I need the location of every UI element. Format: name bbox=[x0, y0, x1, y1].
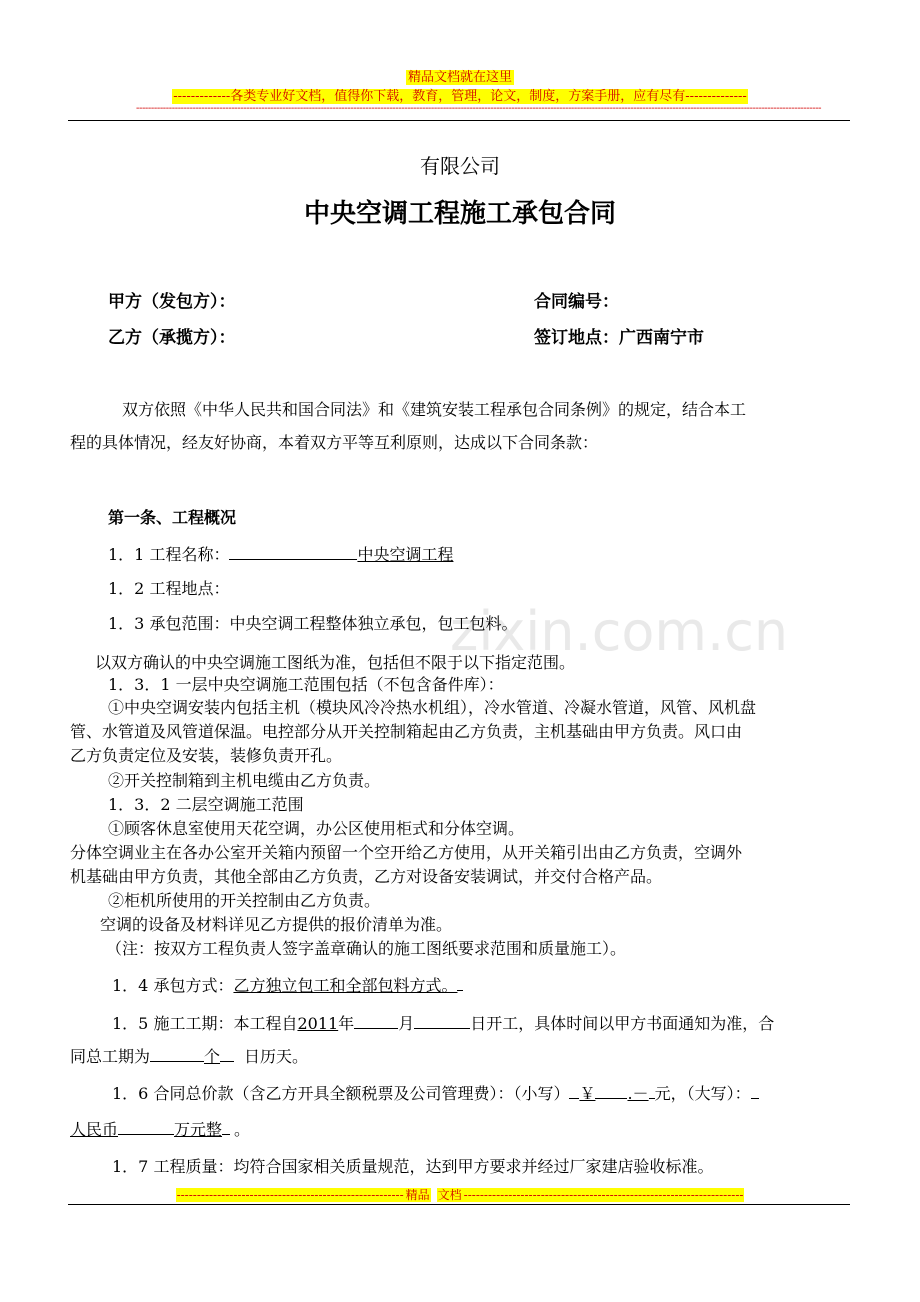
blank bbox=[150, 1043, 204, 1062]
month-blank bbox=[354, 1010, 398, 1029]
duration-unit: 个 bbox=[204, 1047, 221, 1066]
item-1-1: 1．1 工程名称： 中央空调工程 bbox=[108, 541, 453, 565]
header-rule bbox=[68, 120, 850, 121]
watermark: zixin.com.cn bbox=[450, 600, 789, 663]
item-1-3-1: 1．3．1 一层中央空调施工范围包括（不包含备件库）： bbox=[108, 675, 504, 694]
para-1-c: 乙方负责定位及安装，装修负责开孔。 bbox=[70, 746, 343, 765]
contract-mode-value: 乙方独立包工和全部包料方式。 bbox=[233, 976, 458, 995]
contract-number-label: 合同编号： bbox=[534, 292, 619, 312]
para-1-a: ①中央空调安装内包括主机（模块风冷冷热水机组），冷水管道、冷凝水管道，风管、风机盘 bbox=[108, 698, 757, 717]
scope-line: 以双方确认的中央空调施工图纸为准，包括但不限于以下指定范围。 bbox=[95, 653, 576, 672]
day-blank bbox=[414, 1010, 470, 1029]
intro-line-1: 双方依照《中华人民共和国合同法》和《建筑安装工程承包合同条例》的规定，结合本工 bbox=[122, 400, 747, 419]
para-3: ①顾客休息室使用天花空调，办公区使用柜式和分体空调。 bbox=[108, 819, 525, 838]
para-4-b: 机基础由甲方负责，其他全部由乙方负责，乙方对设备安装调试，并交付合格产品。 bbox=[70, 867, 663, 886]
blank bbox=[118, 1116, 174, 1135]
item-1-6-line-1: 1．6 合同总价款（含乙方开具全额税票及公司管理费）：（小写） ￥ .－ 元，（大写）： bbox=[112, 1080, 759, 1104]
price-currency: 人民币 bbox=[70, 1120, 119, 1139]
document-title: 中央空调工程施工承包合同 bbox=[303, 199, 616, 229]
footer-rule bbox=[68, 1204, 850, 1205]
party-a-label: 甲方（发包方）： bbox=[108, 292, 236, 312]
blank bbox=[595, 1080, 627, 1099]
sign-place-label: 签订地点：广西南宁市 bbox=[534, 328, 704, 348]
intro-line-2: 程的具体情况，经友好协商，本着双方平等互利原则，达成以下合同条款： bbox=[70, 433, 599, 452]
blank bbox=[457, 972, 463, 991]
price-small: ￥ bbox=[579, 1084, 596, 1103]
item-1-5-line-1: 1．5 施工工期：本工程自2011年 月 日开工，具体时间以甲方书面通知为准，合 bbox=[112, 1010, 774, 1034]
footer-line: -------------------------------------------------------- 精品 文档 --------------------------------------------------------------------- bbox=[176, 1188, 744, 1202]
para-7: （注：按双方工程负责人签字盖章确认的施工图纸要求范围和质量施工）。 bbox=[106, 939, 627, 958]
header-line-3: -------------------------------------------------------------------------------------------------------------------------------------------------------------------------------------------------------------------------------------- bbox=[136, 103, 822, 114]
section-1-title: 第一条、工程概况 bbox=[108, 508, 237, 527]
blank bbox=[222, 1116, 230, 1135]
company-name: 有限公司 bbox=[420, 154, 500, 178]
item-1-6-line-2: 人民币 万元整 。 bbox=[70, 1116, 250, 1140]
blank bbox=[751, 1080, 759, 1099]
blank bbox=[569, 1080, 579, 1099]
item-1-3: 1．3 承包范围：中央空调工程整体独立承包，包工包料。 bbox=[108, 614, 518, 633]
item-1-2: 1．2 工程地点： bbox=[108, 579, 230, 598]
blank bbox=[220, 1043, 234, 1062]
para-5: ②柜机所使用的开关控制由乙方负责。 bbox=[108, 891, 381, 910]
para-4-a: 分体空调业主在各办公室开关箱内预留一个空开给乙方使用，从开关箱引出由乙方负责，空调外 bbox=[70, 843, 743, 862]
start-year: 2011 bbox=[297, 1014, 339, 1033]
item-1-3-2: 1．3．2 二层空调施工范围 bbox=[108, 795, 304, 814]
item-1-4: 1．4 承包方式：乙方独立包工和全部包料方式。 bbox=[112, 972, 463, 996]
para-6: 空调的设备及材料详见乙方提供的报价清单为准。 bbox=[100, 915, 453, 934]
price-unit: 万元整 bbox=[174, 1120, 223, 1139]
header-line-2: -------------各类专业好文档，值得你下载，教育，管理，论文，制度，方案手册，应有尽有-------------- bbox=[173, 89, 747, 104]
para-1-b: 管、水管道及风管道保温。电控部分从开关控制箱起由乙方负责，主机基础由甲方负责。风口由 bbox=[70, 722, 743, 741]
party-b-label: 乙方（承揽方）： bbox=[108, 328, 236, 348]
project-name-value: 中央空调工程 bbox=[357, 545, 454, 564]
item-1-7: 1．7 工程质量：均符合国家相关质量规范，达到甲方要求并经过厂家建店验收标准。 bbox=[112, 1157, 714, 1176]
blank bbox=[229, 541, 357, 560]
para-2: ②开关控制箱到主机电缆由乙方负责。 bbox=[108, 771, 381, 790]
item-1-5-line-2: 同总工期为 个 日历天。 bbox=[70, 1043, 308, 1067]
header-line-1: 精品文档就在这里 bbox=[407, 70, 512, 85]
